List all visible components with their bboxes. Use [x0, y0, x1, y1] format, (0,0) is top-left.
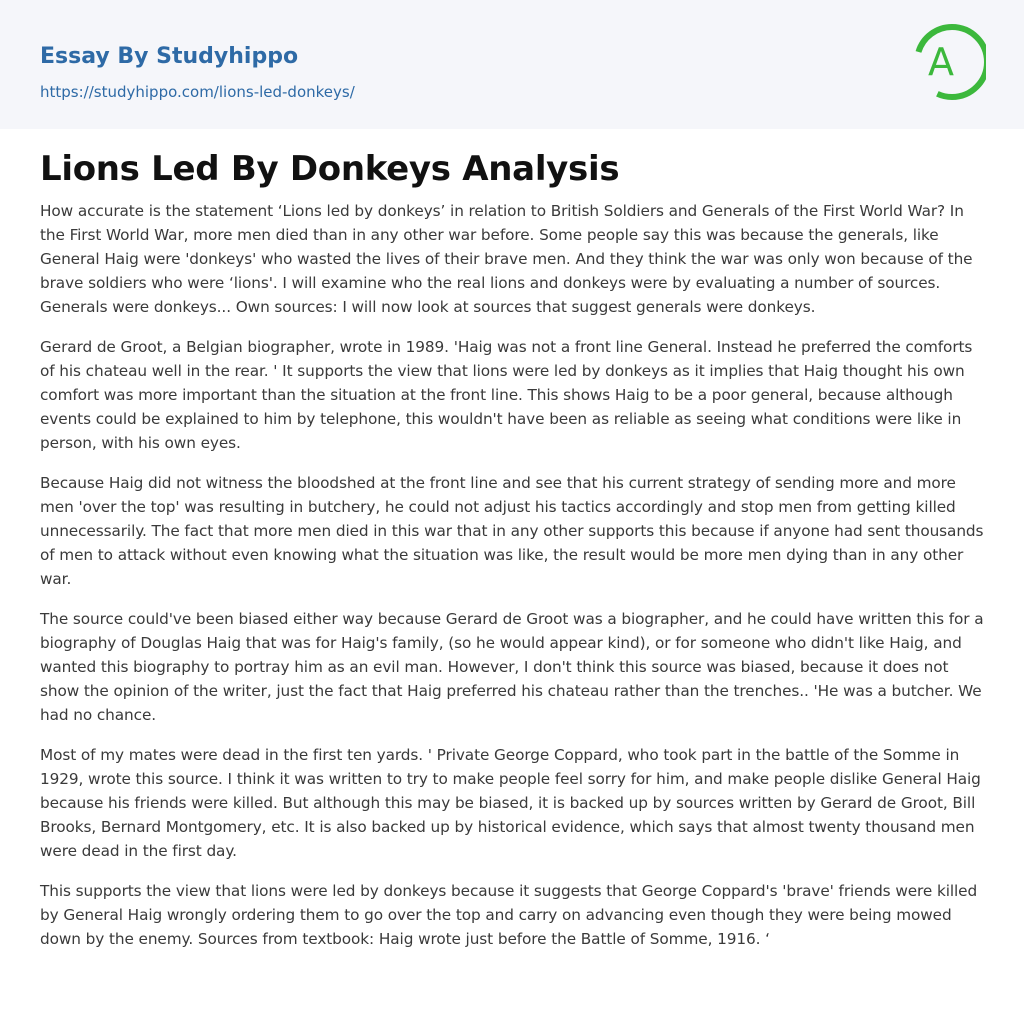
article-title: Lions Led By Donkeys Analysis: [40, 149, 620, 189]
article-paragraph: How accurate is the statement ‘Lions led by donkeys’ in relation to British Soldiers and Generals of the First World War? In the First World War, more men died than in any other war before. Some people say this was because the generals, like General Haig were 'donkeys' who wasted the lives of their brave men. And they think the war was only won because of the brave soldiers who were ‘lions'. I will examine who the real lions and donkeys were by evaluating a number of sources. Generals were donkeys... Own sources: I will now look at sources that suggest generals were donkeys.: [40, 202, 973, 316]
article-paragraph: Because Haig did not witness the bloodshed at the front line and see that his current strategy of sending more and more men 'over the top' was resulting in butchery, he could not adjust his tactics accordingly and stop men from getting killed unnecessarily. The fact that more men died in this war that in any other supports this because if anyone had sent thousands of men to attack without even knowing what the situation was like, the result would be more men dying than in any other war.: [40, 474, 984, 588]
site-brand[interactable]: Essay By Studyhippo: [40, 44, 299, 69]
logo-letter: A: [928, 40, 954, 84]
source-url-link[interactable]: https://studyhippo.com/lions-led-donkeys/: [40, 83, 355, 101]
article-paragraph: The source could've been biased either way because Gerard de Groot was a biographer, and he could have written this for a biography of Douglas Haig that was for Haig's family, (so he would appear kind), or for someone who didn't like Haig, and wanted this biography to portray him as an evil man. However, I don't think this source was biased, because it does not show the opinion of the writer, just the fact that Haig preferred his chateau rather than the trenches.. 'He was a butcher. We had no chance.: [40, 610, 984, 724]
article: [0, 149, 1024, 951]
article-paragraph: Most of my mates were dead in the first ten yards. ' Private George Coppard, who took part in the battle of the Somme in 1929, wrote this source. I think it was written to try to make people feel sorry for him, and make people dislike General Haig because his friends were killed. But although this may be biased, it is backed up by sources written by Gerard de Groot, Bill Brooks, Bernard Montgomery, etc. It is also backed up by historical evidence, which says that almost twenty thousand men were dead in the first day.: [40, 746, 981, 860]
studyhippo-logo-icon[interactable]: [914, 19, 986, 105]
article-paragraph: Gerard de Groot, a Belgian biographer, wrote in 1989. 'Haig was not a front line General. Instead he preferred the comforts of his chateau well in the rear. ' It supports the view that lions were led by donkeys as it implies that Haig thought his own comfort was more important than the situation at the front line. This shows Haig to be a poor general, because although events could be explained to him by telephone, this wouldn't have been as reliable as seeing what conditions were like in person, with his own eyes.: [40, 338, 973, 452]
article-paragraph: This supports the view that lions were led by donkeys because it suggests that George Coppard's 'brave' friends were killed by General Haig wrongly ordering them to go over the top and carry on advancing even though they were being mowed down by the enemy. Sources from textbook: Haig wrote just before the Battle of Somme, 1916. ‘: [40, 882, 978, 948]
site-header: [0, 0, 1024, 129]
